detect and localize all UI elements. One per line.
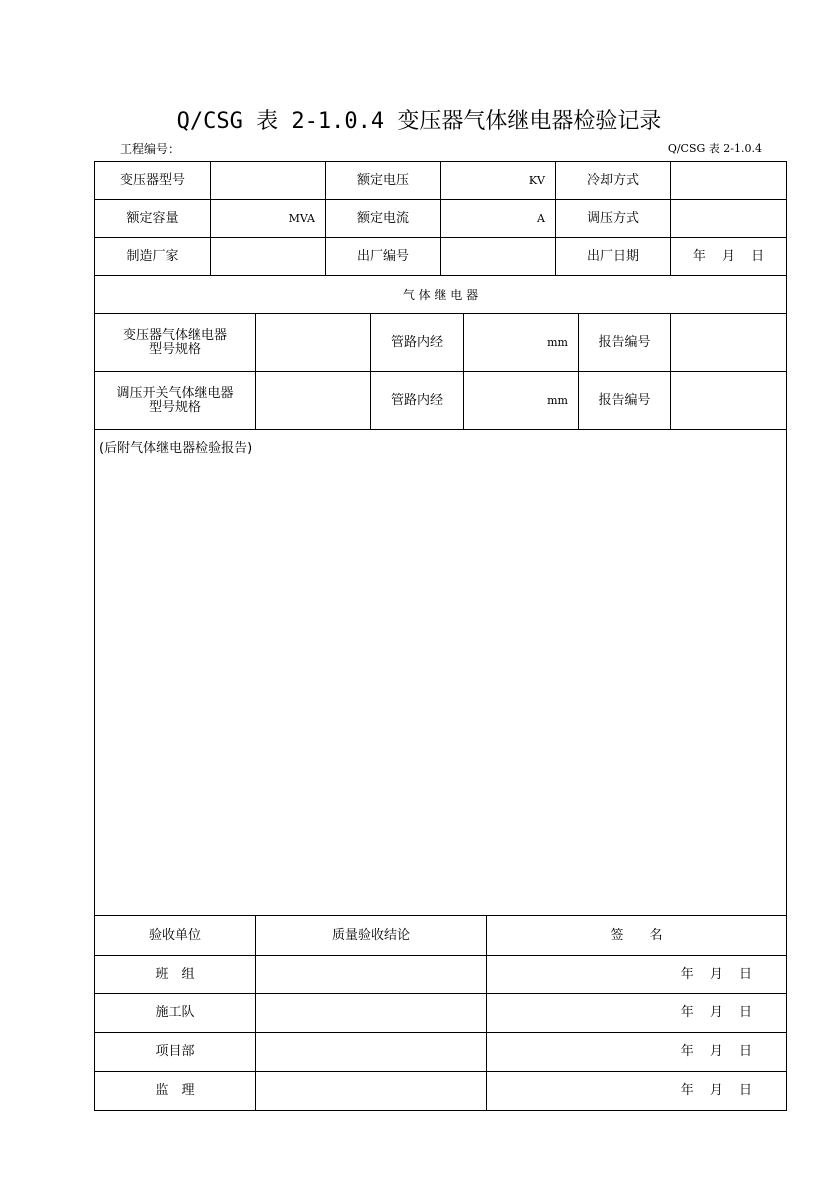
unit-construction: 施工队: [94, 993, 256, 1033]
page-title: Q/CSG 表 2-1.0.4 变压器气体继电器检验记录: [176, 109, 662, 134]
form-code: Q/CSG 表 2-1.0.4: [667, 142, 762, 155]
unit-team: 班 组: [94, 955, 256, 994]
unit-project-dept: 项目部: [94, 1032, 256, 1072]
field-mfg-date[interactable]: 年 月 日: [670, 237, 787, 276]
label-rated-voltage: 额定电压: [325, 161, 441, 200]
field-regulation[interactable]: [670, 199, 787, 238]
signature-field[interactable]: 年 月 日: [486, 1032, 787, 1072]
header-signature: 签 名: [486, 915, 787, 956]
attachment-note: (后附气体继电器检验报告): [99, 441, 253, 456]
conclusion-field[interactable]: [255, 1032, 487, 1072]
header-conclusion: 质量验收结论: [255, 915, 487, 956]
field-pipe-diameter[interactable]: mm: [463, 313, 579, 372]
label-report-no: 报告编号: [578, 371, 671, 430]
field-serial-no[interactable]: [440, 237, 556, 276]
unit-supervision: 监 理: [94, 1071, 256, 1111]
conclusion-field[interactable]: [255, 955, 487, 994]
field-pipe-diameter[interactable]: mm: [463, 371, 579, 430]
field-report-no[interactable]: [670, 313, 787, 372]
field-manufacturer[interactable]: [210, 237, 326, 276]
label-pipe-diameter: 管路内经: [370, 313, 464, 372]
label-transformer-model: 变压器型号: [94, 161, 211, 200]
label-mfg-date: 出厂日期: [555, 237, 671, 276]
field-tap-changer-relay[interactable]: [255, 371, 371, 430]
label-manufacturer: 制造厂家: [94, 237, 211, 276]
label-transformer-relay: 变压器气体继电器 型号规格: [94, 313, 256, 372]
field-cooling[interactable]: [670, 161, 787, 200]
attachment-area[interactable]: [94, 429, 787, 916]
label-cooling: 冷却方式: [555, 161, 671, 200]
label-report-no: 报告编号: [578, 313, 671, 372]
field-rated-voltage[interactable]: KV: [440, 161, 556, 200]
signature-field[interactable]: 年 月 日: [486, 955, 787, 994]
conclusion-field[interactable]: [255, 1071, 487, 1111]
label-regulation: 调压方式: [555, 199, 671, 238]
field-transformer-model[interactable]: [210, 161, 326, 200]
label-serial-no: 出厂编号: [325, 237, 441, 276]
field-transformer-relay[interactable]: [255, 313, 371, 372]
label-rated-capacity: 额定容量: [94, 199, 211, 238]
signature-field[interactable]: 年 月 日: [486, 993, 787, 1033]
signature-field[interactable]: 年 月 日: [486, 1071, 787, 1111]
field-rated-current[interactable]: A: [440, 199, 556, 238]
label-rated-current: 额定电流: [325, 199, 441, 238]
header-unit: 验收单位: [94, 915, 256, 956]
section-title: 气 体 继 电 器: [94, 275, 787, 314]
label-tap-changer-relay: 调压开关气体继电器 型号规格: [94, 371, 256, 430]
project-number-label: 工程编号：: [120, 142, 181, 156]
conclusion-field[interactable]: [255, 993, 487, 1033]
label-pipe-diameter: 管路内经: [370, 371, 464, 430]
field-report-no[interactable]: [670, 371, 787, 430]
field-rated-capacity[interactable]: MVA: [210, 199, 326, 238]
